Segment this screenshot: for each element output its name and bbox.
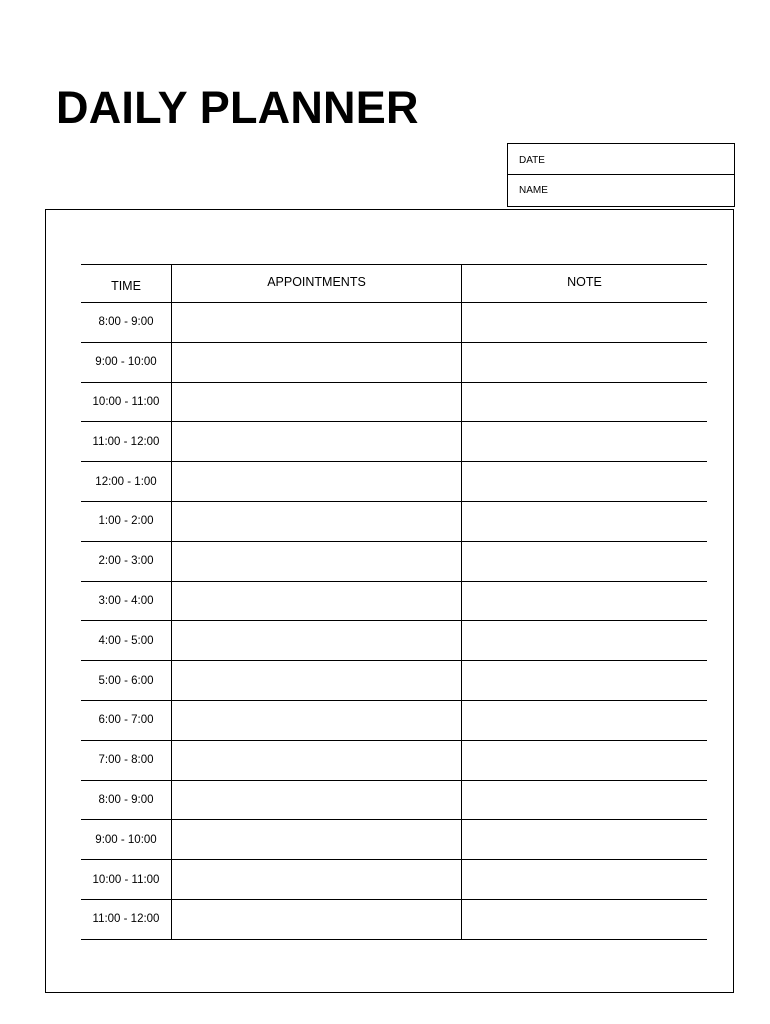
note-cell[interactable] (462, 542, 707, 581)
appointment-cell[interactable] (172, 701, 462, 740)
time-slot-cell: 8:00 - 9:00 (81, 781, 172, 820)
table-row (81, 542, 707, 582)
note-cell[interactable] (462, 741, 707, 780)
page-title: DAILY PLANNER (56, 82, 419, 133)
time-slot-cell: 9:00 - 10:00 (81, 820, 172, 859)
schedule-table (81, 264, 707, 940)
note-cell[interactable] (462, 502, 707, 541)
name-field[interactable] (508, 175, 734, 206)
date-name-box (507, 143, 735, 207)
table-row (81, 582, 707, 622)
table-row (81, 661, 707, 701)
time-slot-cell: 4:00 - 5:00 (81, 621, 172, 660)
note-cell[interactable] (462, 860, 707, 899)
table-row (81, 621, 707, 661)
note-cell[interactable] (462, 900, 707, 939)
table-row (81, 303, 707, 343)
table-row (81, 741, 707, 781)
table-row (81, 422, 707, 462)
date-label: DATE (519, 154, 545, 166)
note-cell[interactable] (462, 303, 707, 342)
table-row (81, 462, 707, 502)
appointment-cell[interactable] (172, 502, 462, 541)
appointment-cell[interactable] (172, 582, 462, 621)
appointment-cell[interactable] (172, 781, 462, 820)
time-slot-cell: 7:00 - 8:00 (81, 741, 172, 780)
appointment-cell[interactable] (172, 343, 462, 382)
note-cell[interactable] (462, 422, 707, 461)
time-slot-cell: 11:00 - 12:00 (81, 900, 172, 939)
time-slot-cell: 10:00 - 11:00 (81, 383, 172, 422)
table-row (81, 701, 707, 741)
time-slot-cell: 2:00 - 3:00 (81, 542, 172, 581)
note-cell[interactable] (462, 621, 707, 660)
time-slot-cell: 11:00 - 12:00 (81, 422, 172, 461)
time-column-header: TIME (81, 265, 172, 302)
note-cell[interactable] (462, 661, 707, 700)
appointment-cell[interactable] (172, 422, 462, 461)
table-row (81, 820, 707, 860)
appointment-cell[interactable] (172, 542, 462, 581)
appointment-cell[interactable] (172, 303, 462, 342)
note-cell[interactable] (462, 820, 707, 859)
time-slot-cell: 3:00 - 4:00 (81, 582, 172, 621)
time-slot-cell: 8:00 - 9:00 (81, 303, 172, 342)
appointment-cell[interactable] (172, 900, 462, 939)
appointment-cell[interactable] (172, 462, 462, 501)
appointment-cell[interactable] (172, 820, 462, 859)
name-label: NAME (519, 185, 548, 196)
note-cell[interactable] (462, 582, 707, 621)
table-row (81, 781, 707, 821)
date-field[interactable] (508, 144, 734, 175)
table-row (81, 502, 707, 542)
appointment-cell[interactable] (172, 661, 462, 700)
table-row (81, 860, 707, 900)
time-slot-cell: 12:00 - 1:00 (81, 462, 172, 501)
appointment-cell[interactable] (172, 383, 462, 422)
time-slot-cell: 10:00 - 11:00 (81, 860, 172, 899)
time-slot-cell: 6:00 - 7:00 (81, 701, 172, 740)
time-slot-cell: 1:00 - 2:00 (81, 502, 172, 541)
note-cell[interactable] (462, 462, 707, 501)
note-cell[interactable] (462, 343, 707, 382)
note-cell[interactable] (462, 701, 707, 740)
note-column-header: NOTE (567, 275, 602, 289)
note-cell[interactable] (462, 383, 707, 422)
time-slot-cell: 5:00 - 6:00 (81, 661, 172, 700)
appointment-cell[interactable] (172, 741, 462, 780)
table-row (81, 383, 707, 423)
table-row (81, 900, 707, 940)
appointment-cell[interactable] (172, 621, 462, 660)
note-cell[interactable] (462, 781, 707, 820)
appointment-cell[interactable] (172, 860, 462, 899)
time-slot-cell: 9:00 - 10:00 (81, 343, 172, 382)
appointments-column-header: APPOINTMENTS (172, 265, 462, 302)
table-row (81, 343, 707, 383)
table-header-row (81, 265, 707, 303)
